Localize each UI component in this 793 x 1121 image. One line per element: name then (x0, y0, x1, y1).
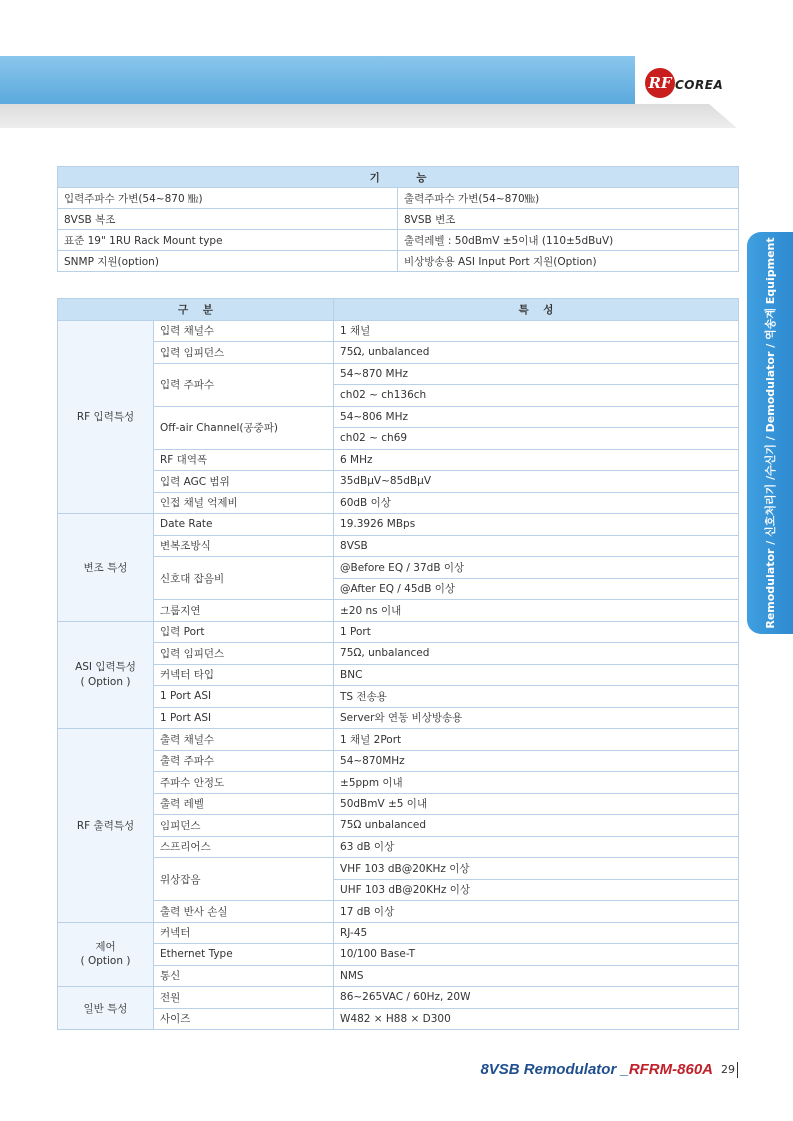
group-rf-output: RF 출력특성 (58, 729, 154, 923)
table-row: 표준 19" 1RU Rack Mount type 출력레벨 : 50dBmV ±5이내 (110±5dBuV) (58, 230, 739, 251)
side-tab-label: Remodulator / 신호처리기 /수신기 / Demodulator / 역송계 Equipment (764, 237, 777, 629)
logo-text: COREA (675, 78, 724, 92)
group-modulation: 변조 특성 (58, 514, 154, 622)
features-table (57, 166, 739, 272)
group-rf-input: RF 입력특성 (58, 320, 154, 514)
table-row: 8VSB 복조 8VSB 변조 (58, 209, 739, 230)
brand-logo (645, 68, 735, 98)
header-shadow-band (0, 104, 737, 128)
group-general: 일반 특성 (58, 987, 154, 1030)
section-side-tab (747, 232, 793, 634)
footer-title (480, 1061, 713, 1078)
header-band (0, 56, 737, 104)
group-control: 제어 ( Option ) (58, 922, 154, 987)
features-header: 기 능 (58, 167, 739, 188)
footer-title-product: 8VSB Remodulator _ (480, 1061, 629, 1078)
group-asi-input: ASI 입력특성 ( Option ) (58, 621, 154, 729)
table-row: SNMP 지원(option) 비상방송용 ASI Input Port 지원(Option) (58, 251, 739, 272)
specs-header-category: 구 분 (58, 299, 334, 321)
specs-table: 구 분 특 성 RF 입력특성 입력 채널수 1 채널 입력 임피던스 75Ω, unbalanced 입력 주파수 54~870 MHz ch02 ~ ch136ch Off-air Channel(공중파) 54~806 MHz ch02 ~ ch69 RF 대역폭 6 MHz 입력 AGC 범위 35dBμV~85dBμV 인접 채널 억제비 60dB 이상 변조 특성 Date Rate 19.3926 MBps 변복조방식 8VSB 신호대 잡음비 @Before EQ / 37dB 이상 @After EQ / 45dB 이상 그룹지연 ±20 ns 이내 ASI 입력특성 ( Option ) 입력 Port 1 Port 입력 임피던스 75Ω, unbalanced 커넥터 타입 BNC 1 Port ASI TS 전송용 1 Port ASI Server와 연동 비상방송용 RF 출력특성 출력 채널수 1 채널 2Port 출력 주파수 54~870MHz 주파수 안정도 ±5ppm 이내 출력 레벨 50dBmV ±5 이내 임피던스 75Ω unbalanced 스프리어스 63 dB 이상 위상잡음 VHF 103 dB@20KHz 이상 UHF 103 dB@20KHz 이상 출력 반사 손실 17 dB 이상 제어 ( Option ) 커넥터 RJ-45 Ethernet Type 10/100 Base-T 통신 NMS 일반 특성 전원 86~265VAC / 60Hz, 20W 사이즈 W482 × H88 × D300 (57, 298, 739, 1030)
footer-title-model: RFRM-860A (628, 1061, 713, 1078)
logo-mark: RF (645, 68, 675, 98)
table-row: 입력주파수 가변(54~870 ㎒) 출력주파수 가변(54~870㎒) (58, 188, 739, 209)
specs-header-value: 특 성 (334, 299, 739, 321)
page-number: 29 (721, 1063, 735, 1076)
page-number-divider (737, 1062, 738, 1078)
